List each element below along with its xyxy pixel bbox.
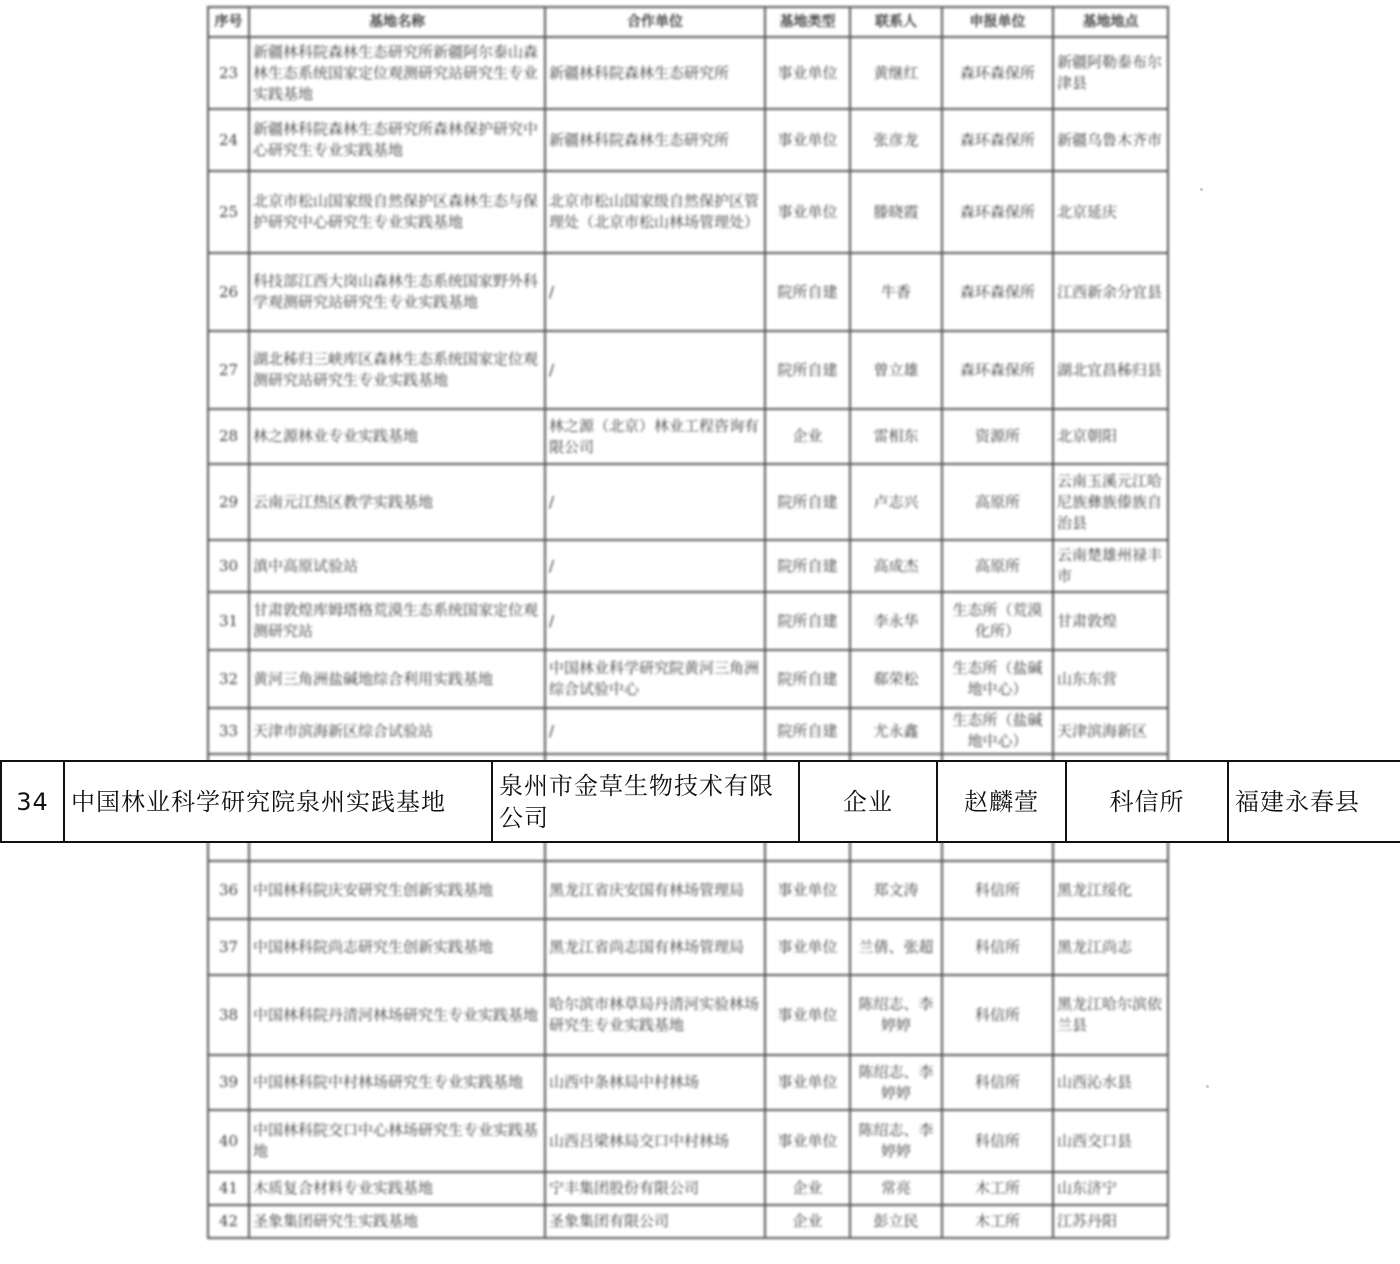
table-row <box>208 409 1168 464</box>
applying-unit: 木工所 <box>942 1172 1053 1205</box>
base-type: 事业单位 <box>765 919 850 975</box>
table-row <box>208 650 1168 708</box>
partner-unit: 中国林业科学研究院黄河三角洲综合试验中心 <box>545 650 765 708</box>
applying-unit: 生态所（盐碱地中心） <box>942 708 1053 754</box>
base-location: 江西新余分宜县 <box>1053 253 1168 331</box>
table-row <box>208 37 1168 109</box>
partner-unit: 山西中条林局中村林场 <box>545 1055 765 1110</box>
contact-person: 尤永鑫 <box>850 708 942 754</box>
base-type: 院所自建 <box>765 592 850 650</box>
base-location: 山西交口县 <box>1053 1110 1168 1172</box>
base-name: 科技部江西大岗山森林生态系统国家野外科学观测研究站研究生专业实践基地 <box>249 253 545 331</box>
contact-person: 雷相东 <box>850 409 942 464</box>
row-number: 36 <box>208 861 249 919</box>
row-number: 39 <box>208 1055 249 1110</box>
row-number: 24 <box>208 109 249 171</box>
row-number: 33 <box>208 708 249 754</box>
base-location: 甘肃敦煌 <box>1053 592 1168 650</box>
base-type: 事业单位 <box>765 1110 850 1172</box>
applying-unit: 科信所 <box>1066 761 1228 842</box>
row-number: 41 <box>208 1172 249 1205</box>
applying-unit: 科信所 <box>942 1055 1053 1110</box>
contact-person: 曾立雄 <box>850 331 942 409</box>
table-row <box>208 540 1168 592</box>
row-number: 26 <box>208 253 249 331</box>
row-number: 34 <box>1 761 64 842</box>
contact-person: 黄继红 <box>850 37 942 109</box>
applying-unit: 科信所 <box>942 1110 1053 1172</box>
partner-unit: / <box>545 540 765 592</box>
table-row <box>208 861 1168 919</box>
partner-unit: / <box>545 708 765 754</box>
base-type: 事业单位 <box>765 37 850 109</box>
applying-unit: 科信所 <box>942 919 1053 975</box>
applying-unit: 森环森保所 <box>942 37 1053 109</box>
contact-person: 张彦龙 <box>850 109 942 171</box>
base-name: 中国林科院丹清河林场研究生专业实践基地 <box>249 975 545 1055</box>
base-location: 山东东营 <box>1053 650 1168 708</box>
base-name: 天津市滨海新区综合试验站 <box>249 708 545 754</box>
applying-unit: 森环森保所 <box>942 171 1053 253</box>
base-type: 院所自建 <box>765 464 850 540</box>
applying-unit: 科信所 <box>942 975 1053 1055</box>
contact-person: 常亮 <box>850 1172 942 1205</box>
base-name: 北京市松山国家级自然保护区森林生态与保护研究中心研究生专业实践基地 <box>249 171 545 253</box>
base-location: 福建永春县 <box>1228 761 1400 842</box>
base-name: 林之源林业专业实践基地 <box>249 409 545 464</box>
contact-person: 彭立民 <box>850 1205 942 1238</box>
contact-person: 卢志兴 <box>850 464 942 540</box>
base-type: 院所自建 <box>765 331 850 409</box>
partner-unit: / <box>545 464 765 540</box>
partner-unit: 黑龙江省尚志国有林场管理局 <box>545 919 765 975</box>
base-name: 滇中高原试验站 <box>249 540 545 592</box>
applying-unit: 森环森保所 <box>942 109 1053 171</box>
row-number: 31 <box>208 592 249 650</box>
table-row <box>208 592 1168 650</box>
base-type: 事业单位 <box>765 975 850 1055</box>
applying-unit: 生态所（荒漠化所） <box>942 592 1053 650</box>
base-type: 事业单位 <box>765 1055 850 1110</box>
base-name: 甘肃敦煌库姆塔格荒漠生态系统国家定位观测研究站 <box>249 592 545 650</box>
table-row <box>208 1205 1168 1238</box>
partner-unit: 黑龙江省庆安国有林场管理局 <box>545 861 765 919</box>
base-location: 江苏丹阳 <box>1053 1205 1168 1238</box>
scan-speck <box>1200 188 1203 191</box>
contact-person: 郗荣松 <box>850 650 942 708</box>
header-partner: 合作单位 <box>545 7 765 37</box>
base-location: 天津滨海新区 <box>1053 708 1168 754</box>
base-name: 湖北秭归三峡库区森林生态系统国家定位观测研究站研究生专业实践基地 <box>249 331 545 409</box>
header-unit: 申报单位 <box>942 7 1053 37</box>
table-row <box>208 464 1168 540</box>
row-number: 42 <box>208 1205 249 1238</box>
base-name: 中国林科院交口中心林场研究生专业实践基地 <box>249 1110 545 1172</box>
row-number: 32 <box>208 650 249 708</box>
contact-person: 陈绍志、李婷婷 <box>850 1055 942 1110</box>
applying-unit: 生态所（盐碱地中心） <box>942 650 1053 708</box>
applying-unit: 高原所 <box>942 464 1053 540</box>
base-type: 院所自建 <box>765 708 850 754</box>
header-type: 基地类型 <box>765 7 850 37</box>
applying-unit: 资源所 <box>942 409 1053 464</box>
base-type: 企业 <box>765 1172 850 1205</box>
contact-person: 李永华 <box>850 592 942 650</box>
partner-unit: / <box>545 331 765 409</box>
base-type: 企业 <box>799 761 937 842</box>
row-number: 27 <box>208 331 249 409</box>
header-no: 序号 <box>208 7 249 37</box>
partner-unit: 北京市松山国家级自然保护区管理处（北京市松山林场管理处） <box>545 171 765 253</box>
partner-unit: 圣象集团有限公司 <box>545 1205 765 1238</box>
partner-unit: 泉州市金草生物技术有限公司 <box>492 761 799 842</box>
base-name: 圣象集团研究生实践基地 <box>249 1205 545 1238</box>
base-name: 中国林科院庆安研究生创新实践基地 <box>249 861 545 919</box>
table-row <box>208 171 1168 253</box>
table-header-row <box>208 7 1168 37</box>
base-type: 事业单位 <box>765 861 850 919</box>
partner-unit: 哈尔滨市林草局丹清河实验林场研究生专业实践基地 <box>545 975 765 1055</box>
contact-person: 陈绍志、李婷婷 <box>850 1110 942 1172</box>
base-location: 新疆乌鲁木齐市 <box>1053 109 1168 171</box>
contact-person: 郑文涛 <box>850 861 942 919</box>
base-type: 事业单位 <box>765 109 850 171</box>
base-location: 黑龙江哈尔滨依兰县 <box>1053 975 1168 1055</box>
base-location: 山东济宁 <box>1053 1172 1168 1205</box>
base-name: 中国林科院尚志研究生创新实践基地 <box>249 919 545 975</box>
base-location: 黑龙江绥化 <box>1053 861 1168 919</box>
table-row <box>208 1110 1168 1172</box>
base-location: 云南楚雄州禄丰市 <box>1053 540 1168 592</box>
partner-unit: / <box>545 253 765 331</box>
table-row <box>208 331 1168 409</box>
applying-unit: 科信所 <box>942 861 1053 919</box>
base-location: 云南玉溪元江哈尼族彝族傣族自治县 <box>1053 464 1168 540</box>
partner-unit: 新疆林科院森林生态研究所 <box>545 109 765 171</box>
partner-unit: 新疆林科院森林生态研究所 <box>545 37 765 109</box>
base-type: 院所自建 <box>765 253 850 331</box>
table-row <box>208 708 1168 754</box>
header-contact: 联系人 <box>850 7 942 37</box>
applying-unit: 森环森保所 <box>942 331 1053 409</box>
base-type: 事业单位 <box>765 171 850 253</box>
row-number: 38 <box>208 975 249 1055</box>
row-number: 37 <box>208 919 249 975</box>
base-name: 黄河三角洲盐碱地综合利用实践基地 <box>249 650 545 708</box>
base-type: 院所自建 <box>765 540 850 592</box>
partner-unit: 宁丰集团股份有限公司 <box>545 1172 765 1205</box>
base-type: 企业 <box>765 1205 850 1238</box>
table-row <box>1 761 1400 842</box>
table-row <box>208 109 1168 171</box>
base-location: 黑龙江尚志 <box>1053 919 1168 975</box>
header-location: 基地地点 <box>1053 7 1168 37</box>
base-type: 院所自建 <box>765 650 850 708</box>
highlighted-row-overlay <box>0 760 1400 843</box>
base-name: 木质复合材料专业实践基地 <box>249 1172 545 1205</box>
base-name: 中国林科院中村林场研究生专业实践基地 <box>249 1055 545 1110</box>
table-row <box>208 253 1168 331</box>
table-row <box>208 975 1168 1055</box>
contact-person: 兰倩、张超 <box>850 919 942 975</box>
base-type: 企业 <box>765 409 850 464</box>
contact-person: 滕晓霞 <box>850 171 942 253</box>
base-location: 湖北宜昌秭归县 <box>1053 331 1168 409</box>
header-name: 基地名称 <box>249 7 545 37</box>
base-name: 新疆林科院森林生态研究所新疆阿尔泰山森林生态系统国家定位观测研究站研究生专业实践基地 <box>249 37 545 109</box>
scan-speck <box>1206 1085 1209 1088</box>
applying-unit: 高原所 <box>942 540 1053 592</box>
base-name: 云南元江热区教学实践基地 <box>249 464 545 540</box>
contact-person: 陈绍志、李婷婷 <box>850 975 942 1055</box>
partner-unit: / <box>545 592 765 650</box>
table-row <box>208 919 1168 975</box>
base-location: 山西沁水县 <box>1053 1055 1168 1110</box>
table-row <box>208 1172 1168 1205</box>
base-location: 北京朝阳 <box>1053 409 1168 464</box>
contact-person: 牛香 <box>850 253 942 331</box>
base-name: 中国林业科学研究院泉州实践基地 <box>64 761 492 842</box>
base-location: 北京延庆 <box>1053 171 1168 253</box>
contact-person: 高成杰 <box>850 540 942 592</box>
row-number: 28 <box>208 409 249 464</box>
row-number: 23 <box>208 37 249 109</box>
base-location: 新疆阿勒泰布尔津县 <box>1053 37 1168 109</box>
row-number: 40 <box>208 1110 249 1172</box>
table-row <box>208 1055 1168 1110</box>
contact-person: 赵麟萱 <box>937 761 1066 842</box>
row-number: 30 <box>208 540 249 592</box>
applying-unit: 森环森保所 <box>942 253 1053 331</box>
partner-unit: 林之源（北京）林业工程咨询有限公司 <box>545 409 765 464</box>
row-number: 29 <box>208 464 249 540</box>
base-name: 新疆林科院森林生态研究所森林保护研究中心研究生专业实践基地 <box>249 109 545 171</box>
row-number: 25 <box>208 171 249 253</box>
scanned-document-table <box>207 6 1169 1239</box>
applying-unit: 木工所 <box>942 1205 1053 1238</box>
partner-unit: 山西吕梁林局交口中村林场 <box>545 1110 765 1172</box>
